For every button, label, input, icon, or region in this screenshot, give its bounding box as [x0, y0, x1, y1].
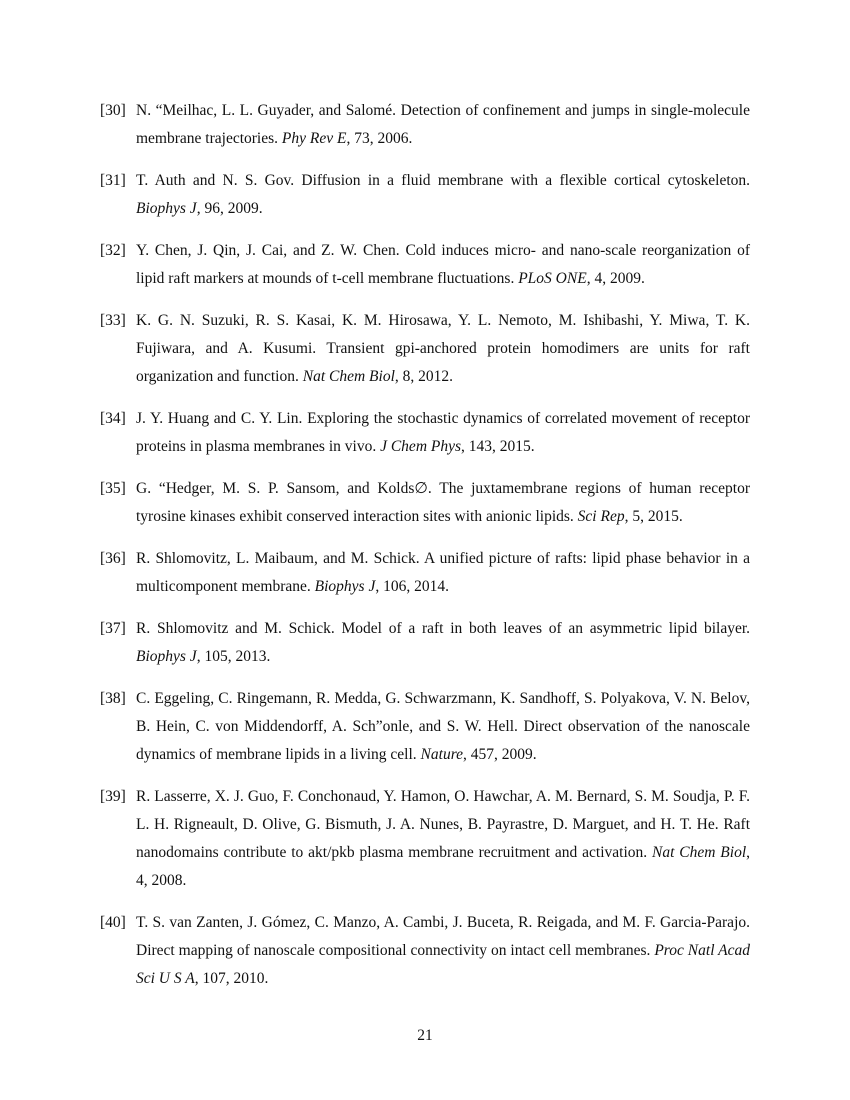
reference-text	[136, 97, 750, 153]
reference-text	[136, 475, 750, 531]
reference-authors: C. Eggeling, C. Ringemann, R. Medda, G. Schwarzmann, K. Sandhoff, S. Polyakova, V. N. Belov, B. Hein, C. von Middendorff, A. Sch”onle, and S. W. Hell.	[136, 690, 750, 735]
reference-details: , 5, 2015.	[624, 508, 683, 525]
reference-title: Cold induces micro- and nano-scale reorganization of lipid raft markers at mounds of t-cell membrane fluctuations.	[136, 242, 751, 287]
reference-item	[100, 97, 750, 153]
reference-title: Detection of confinement and jumps in single-molecule membrane trajectories.	[136, 102, 750, 147]
reference-journal: Biophys J	[136, 648, 197, 665]
reference-item	[100, 405, 750, 461]
reference-journal: Nat Chem Biol	[652, 844, 747, 861]
reference-details: , 8, 2012.	[394, 368, 453, 385]
reference-authors: R. Shlomovitz, L. Maibaum, and M. Schick.	[136, 550, 420, 567]
reference-number: [39]	[100, 788, 126, 805]
reference-title: Direct mapping of nanoscale compositional connectivity on intact cell membranes.	[136, 942, 651, 959]
reference-details: , 107, 2010.	[194, 970, 269, 987]
reference-journal: Nat Chem Biol	[302, 368, 395, 385]
reference-authors: R. Shlomovitz and M. Schick.	[136, 620, 335, 637]
reference-title: Transient gpi-anchored protein homodimers are units for raft organization and function.	[136, 340, 750, 385]
reference-number: [37]	[100, 620, 126, 637]
reference-text	[136, 405, 750, 461]
reference-details: , 4, 2009.	[586, 270, 645, 287]
reference-text	[136, 783, 750, 895]
reference-text	[136, 307, 750, 391]
reference-number: [40]	[100, 914, 126, 931]
reference-item	[100, 237, 750, 293]
reference-number: [30]	[100, 102, 126, 119]
reference-journal: PLoS ONE	[518, 270, 587, 287]
reference-authors: R. Lasserre, X. J. Guo, F. Conchonaud, Y. Hamon, O. Hawchar, A. M. Bernard, S. M. Soudja, P. F. L. H. Rigneault, D. Olive, G. Bismuth, J. A. Nunes, B. Payrastre, D. Marguet, and H. T. He.	[136, 788, 750, 833]
reference-item	[100, 685, 750, 769]
reference-number: [36]	[100, 550, 126, 567]
reference-item	[100, 545, 750, 601]
reference-journal: J Chem Phys	[380, 438, 462, 455]
reference-text	[136, 167, 750, 223]
reference-item	[100, 307, 750, 391]
reference-text	[136, 615, 750, 671]
reference-authors: N. “Meilhac, L. L. Guyader, and Salomé.	[136, 102, 397, 119]
reference-title: A unified picture of rafts: lipid phase behavior in a multicomponent membrane.	[136, 550, 750, 595]
reference-authors: J. Y. Huang and C. Y. Lin.	[136, 410, 303, 427]
reference-item	[100, 475, 750, 531]
reference-details: , 106, 2014.	[375, 578, 449, 595]
reference-list	[100, 97, 750, 1007]
reference-title: Raft nanodomains contribute to akt/pkb plasma membrane recruitment and activation.	[136, 816, 750, 861]
reference-journal: Sci Rep	[577, 508, 625, 525]
reference-item	[100, 167, 750, 223]
reference-title: The juxtamembrane regions of human receptor tyrosine kinases exhibit conserved interaction sites with anionic lipids.	[136, 480, 751, 525]
reference-title: Diffusion in a fluid membrane with a flexible cortical cytoskeleton.	[301, 172, 751, 189]
reference-journal: Biophys J	[136, 200, 197, 217]
reference-text	[136, 237, 750, 293]
reference-details: , 105, 2013.	[196, 648, 271, 665]
reference-authors: T. S. van Zanten, J. Gómez, C. Manzo, A. Cambi, J. Buceta, R. Reigada, and M. F. Garcia-Parajo.	[136, 914, 750, 931]
reference-journal: Biophys J	[314, 578, 376, 595]
reference-item	[100, 783, 750, 895]
reference-details: , 4, 2008.	[136, 844, 751, 889]
reference-item	[100, 615, 750, 671]
page-number: 21	[417, 1027, 433, 1044]
reference-title: Model of a raft in both leaves of an asymmetric lipid bilayer.	[341, 620, 751, 637]
reference-item	[100, 909, 750, 993]
reference-number: [38]	[100, 690, 126, 707]
reference-journal: Phy Rev E	[281, 130, 347, 147]
reference-details: , 73, 2006.	[346, 130, 413, 147]
reference-number: [35]	[100, 480, 126, 497]
reference-number: [31]	[100, 172, 126, 189]
reference-details: , 96, 2009.	[196, 200, 263, 217]
reference-details: , 457, 2009.	[463, 746, 537, 763]
reference-text	[136, 909, 750, 993]
reference-authors: T. Auth and N. S. Gov.	[136, 172, 295, 189]
reference-text	[136, 685, 750, 769]
reference-number: [33]	[100, 312, 126, 329]
reference-authors: K. G. N. Suzuki, R. S. Kasai, K. M. Hirosawa, Y. L. Nemoto, M. Ishibashi, Y. Miwa, T. K. Fujiwara, and A. Kusumi.	[136, 312, 750, 357]
reference-text	[136, 545, 750, 601]
reference-title: Direct observation of the nanoscale dynamics of membrane lipids in a living cell.	[136, 718, 750, 763]
reference-title: Exploring the stochastic dynamics of correlated movement of receptor proteins in plasma membranes in vivo.	[136, 410, 751, 455]
reference-authors: Y. Chen, J. Qin, J. Cai, and Z. W. Chen.	[136, 242, 400, 259]
reference-details: , 143, 2015.	[461, 438, 535, 455]
reference-number: [34]	[100, 410, 126, 427]
reference-authors: G. “Hedger, M. S. P. Sansom, and Kolds∅.	[136, 480, 432, 497]
reference-number: [32]	[100, 242, 126, 259]
reference-journal: Proc Natl Acad Sci U S A	[136, 942, 751, 987]
reference-journal: Nature	[420, 746, 464, 763]
